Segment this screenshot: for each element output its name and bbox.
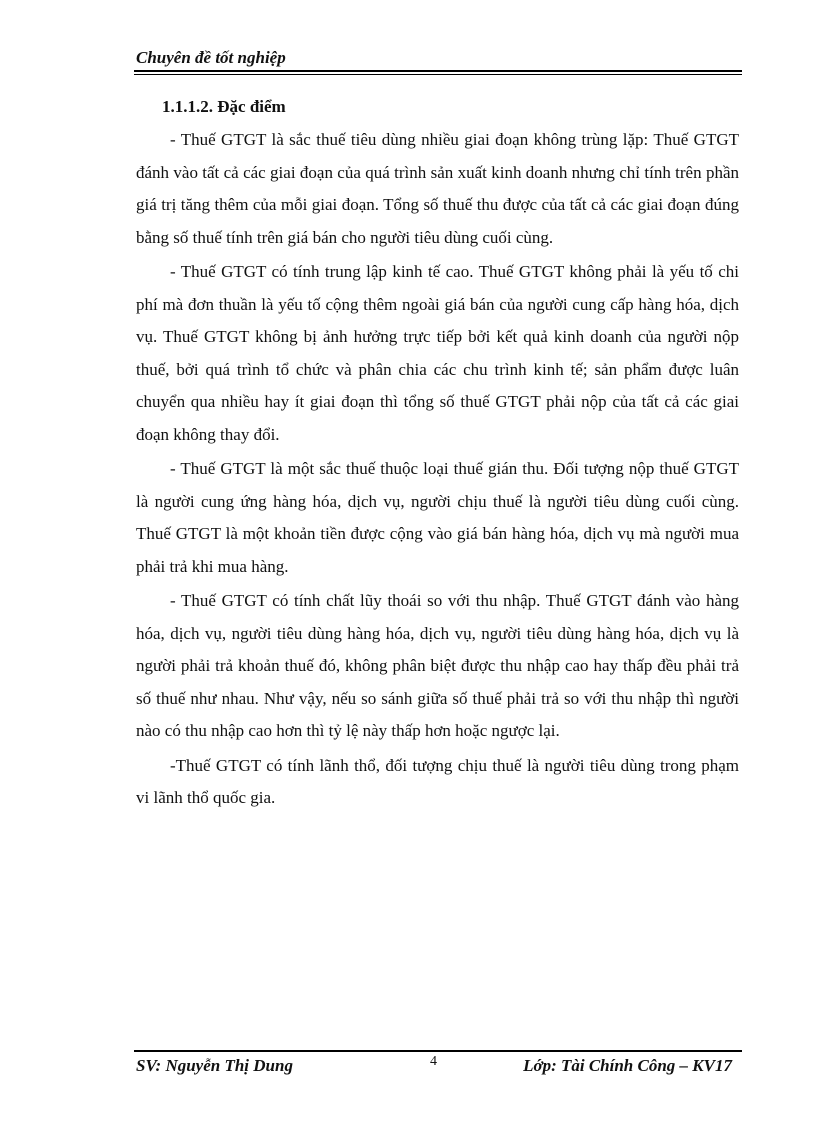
paragraph: - Thuế GTGT có tính chất lũy thoái so với thu nhập. Thuế GTGT đánh vào hàng hóa, dịch vụ, người tiêu dùng hàng hóa, dịch vụ, người tiêu dùng hàng hóa, dịch vụ là người phải trả khoản thuế đó, không phân biệt được thu nhập cao hay thấp đều phải trả số thuế như nhau. Như vậy, nếu so sánh giữa số thuế phải trả so với thu nhập thì người nào có thu nhập cao hơn thì tỷ lệ này thấp hơn hoặc ngược lại. [136, 591, 739, 740]
header-divider [134, 70, 742, 72]
footer-class: Lớp: Tài Chính Công – KV17 [523, 1056, 732, 1075]
footer-divider [134, 1050, 742, 1052]
header-divider-thin [134, 74, 742, 75]
paragraph: - Thuế GTGT là một sắc thuế thuộc loại thuế gián thu. Đối tượng nộp thuế GTGT là người cung ứng hàng hóa, dịch vụ, người chịu thuế là người tiêu dùng cuối cùng. Thuế GTGT là một khoản tiền được cộng vào giá bán hàng hóa, dịch vụ mà người mua phải trả khi mua hàng. [136, 459, 739, 576]
paragraph: - Thuế GTGT là sắc thuế tiêu dùng nhiều giai đoạn không trùng lặp: Thuế GTGT đánh vào tất cả các giai đoạn của quá trình sản xuất kinh doanh nhưng chỉ tính trên phần giá trị tăng thêm của mỗi giai đoạn. Tổng số thuế thu được của tất cả các giai đoạn đúng bằng số thuế tính trên giá bán cho người tiêu dùng cuối cùng. [136, 130, 739, 247]
page-number: 4 [430, 1054, 437, 1069]
footer-student: SV: Nguyễn Thị Dung [136, 1056, 293, 1075]
header-title: Chuyên đề tốt nghiệp [136, 48, 286, 67]
page-body [136, 92, 739, 817]
paragraph: - Thuế GTGT có tính trung lập kinh tế cao. Thuế GTGT không phải là yếu tố chi phí mà đơn thuần là yếu tố cộng thêm ngoài giá bán của người cung cấp hàng hóa, dịch vụ. Thuế GTGT không bị ảnh hưởng trực tiếp bởi kết quả kinh doanh của người nộp thuế, bởi quá trình tổ chức và phân chia các chu trình kinh tế; sản phẩm được luân chuyển qua nhiều hay ít giai đoạn thì tổng số thuế GTGT phải nộp của tất cả các giai đoạn không thay đổi. [136, 262, 739, 444]
paragraph: -Thuế GTGT có tính lãnh thổ, đối tượng chịu thuế là người tiêu dùng trong phạm vi lãnh thổ quốc gia. [136, 755, 739, 807]
section-heading: 1.1.1.2. Đặc điểm [162, 97, 286, 116]
